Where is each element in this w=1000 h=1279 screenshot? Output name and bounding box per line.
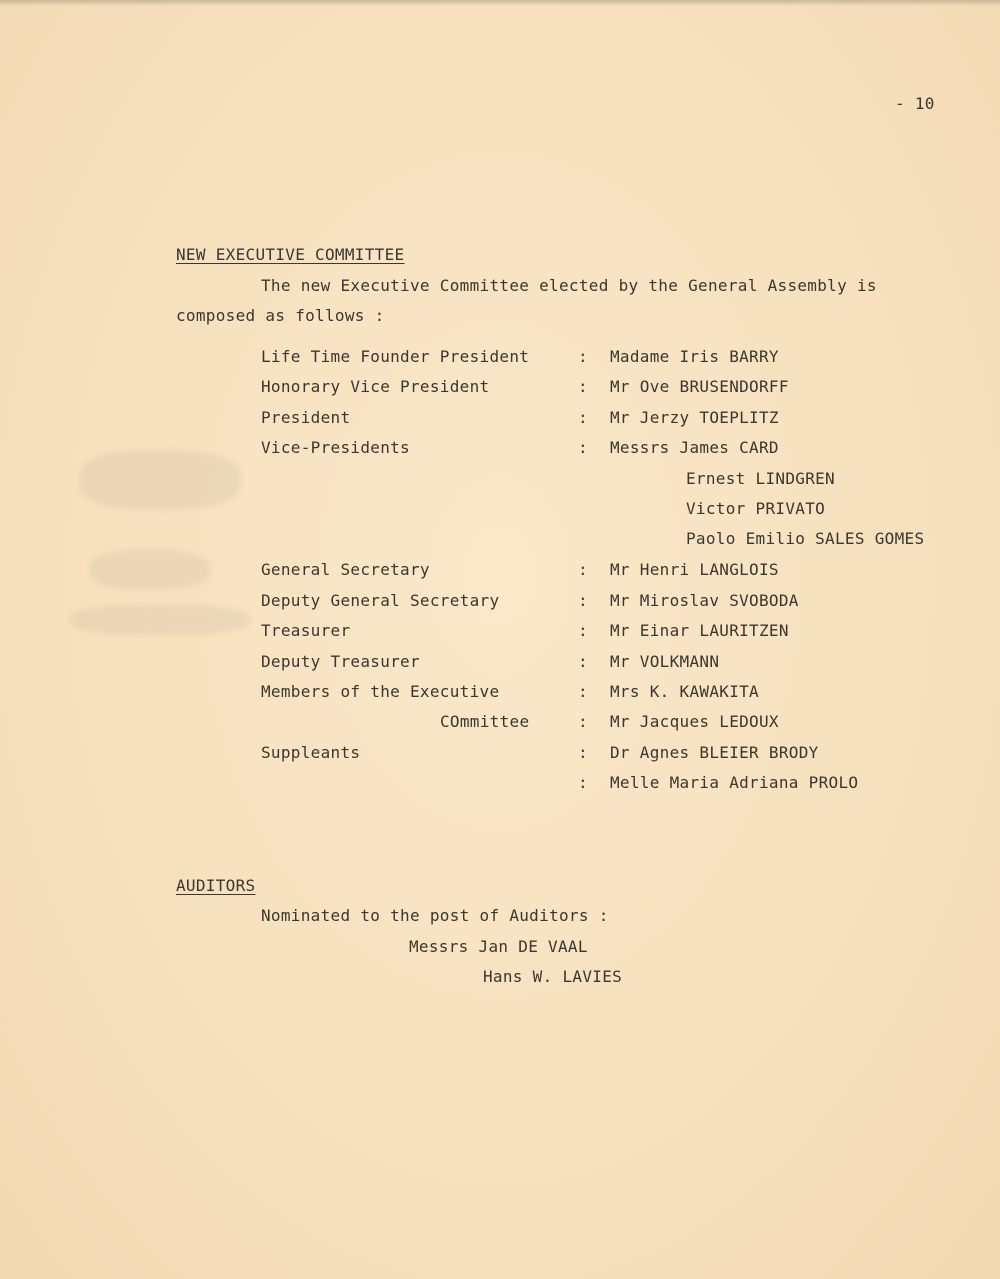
role-label: COmmittee (440, 712, 530, 731)
role-label: Life Time Founder President (261, 347, 530, 366)
auditor-name: Messrs Jan DE VAAL (409, 937, 588, 956)
member-name: Mr Jerzy TOEPLITZ (610, 408, 779, 427)
intro-line-1: The new Executive Committee elected by the General Assembly is (261, 276, 877, 295)
section-heading-auditors: AUDITORS (176, 876, 256, 895)
page-top-edge (0, 0, 1000, 6)
auditor-name: Hans W. LAVIES (483, 967, 623, 986)
member-name: Dr Agnes BLEIER BRODY (610, 743, 819, 762)
role-label: Suppleants (261, 743, 361, 762)
paper-smudge (90, 550, 210, 590)
member-name: Madame Iris BARRY (610, 347, 779, 366)
intro-line-2: composed as follows : (176, 306, 385, 325)
member-name: Melle Maria Adriana PROLO (610, 773, 859, 792)
member-name: Paolo Emilio SALES GOMES (686, 529, 925, 548)
separator-colon: : (578, 652, 588, 671)
member-name: Messrs James CARD (610, 438, 779, 457)
member-name: Mr Henri LANGLOIS (610, 560, 779, 579)
role-label: Members of the Executive (261, 682, 500, 701)
section-heading-executive: NEW EXECUTIVE COMMITTEE (176, 245, 405, 264)
member-name: Mr VOLKMANN (610, 652, 720, 671)
auditors-intro: Nominated to the post of Auditors : (261, 906, 609, 925)
separator-colon: : (578, 621, 588, 640)
member-name: Victor PRIVATO (686, 499, 826, 518)
separator-colon: : (578, 347, 588, 366)
separator-colon: : (578, 773, 588, 792)
paper-smudge (80, 450, 240, 510)
role-label: Deputy General Secretary (261, 591, 500, 610)
role-label: General Secretary (261, 560, 430, 579)
separator-colon: : (578, 591, 588, 610)
separator-colon: : (578, 560, 588, 579)
separator-colon: : (578, 743, 588, 762)
separator-colon: : (578, 438, 588, 457)
separator-colon: : (578, 377, 588, 396)
member-name: Mr Einar LAURITZEN (610, 621, 789, 640)
member-name: Mr Ove BRUSENDORFF (610, 377, 789, 396)
member-name: Ernest LINDGREN (686, 469, 835, 488)
page-number: - 10 (895, 94, 935, 113)
role-label: Treasurer (261, 621, 351, 640)
paper-smudge (70, 605, 250, 635)
member-name: Mr Jacques LEDOUX (610, 712, 779, 731)
separator-colon: : (578, 408, 588, 427)
separator-colon: : (578, 712, 588, 731)
member-name: Mr Miroslav SVOBODA (610, 591, 799, 610)
role-label: Deputy Treasurer (261, 652, 420, 671)
separator-colon: : (578, 682, 588, 701)
role-label: Honorary Vice President (261, 377, 490, 396)
role-label: President (261, 408, 351, 427)
member-name: Mrs K. KAWAKITA (610, 682, 759, 701)
role-label: Vice-Presidents (261, 438, 410, 457)
